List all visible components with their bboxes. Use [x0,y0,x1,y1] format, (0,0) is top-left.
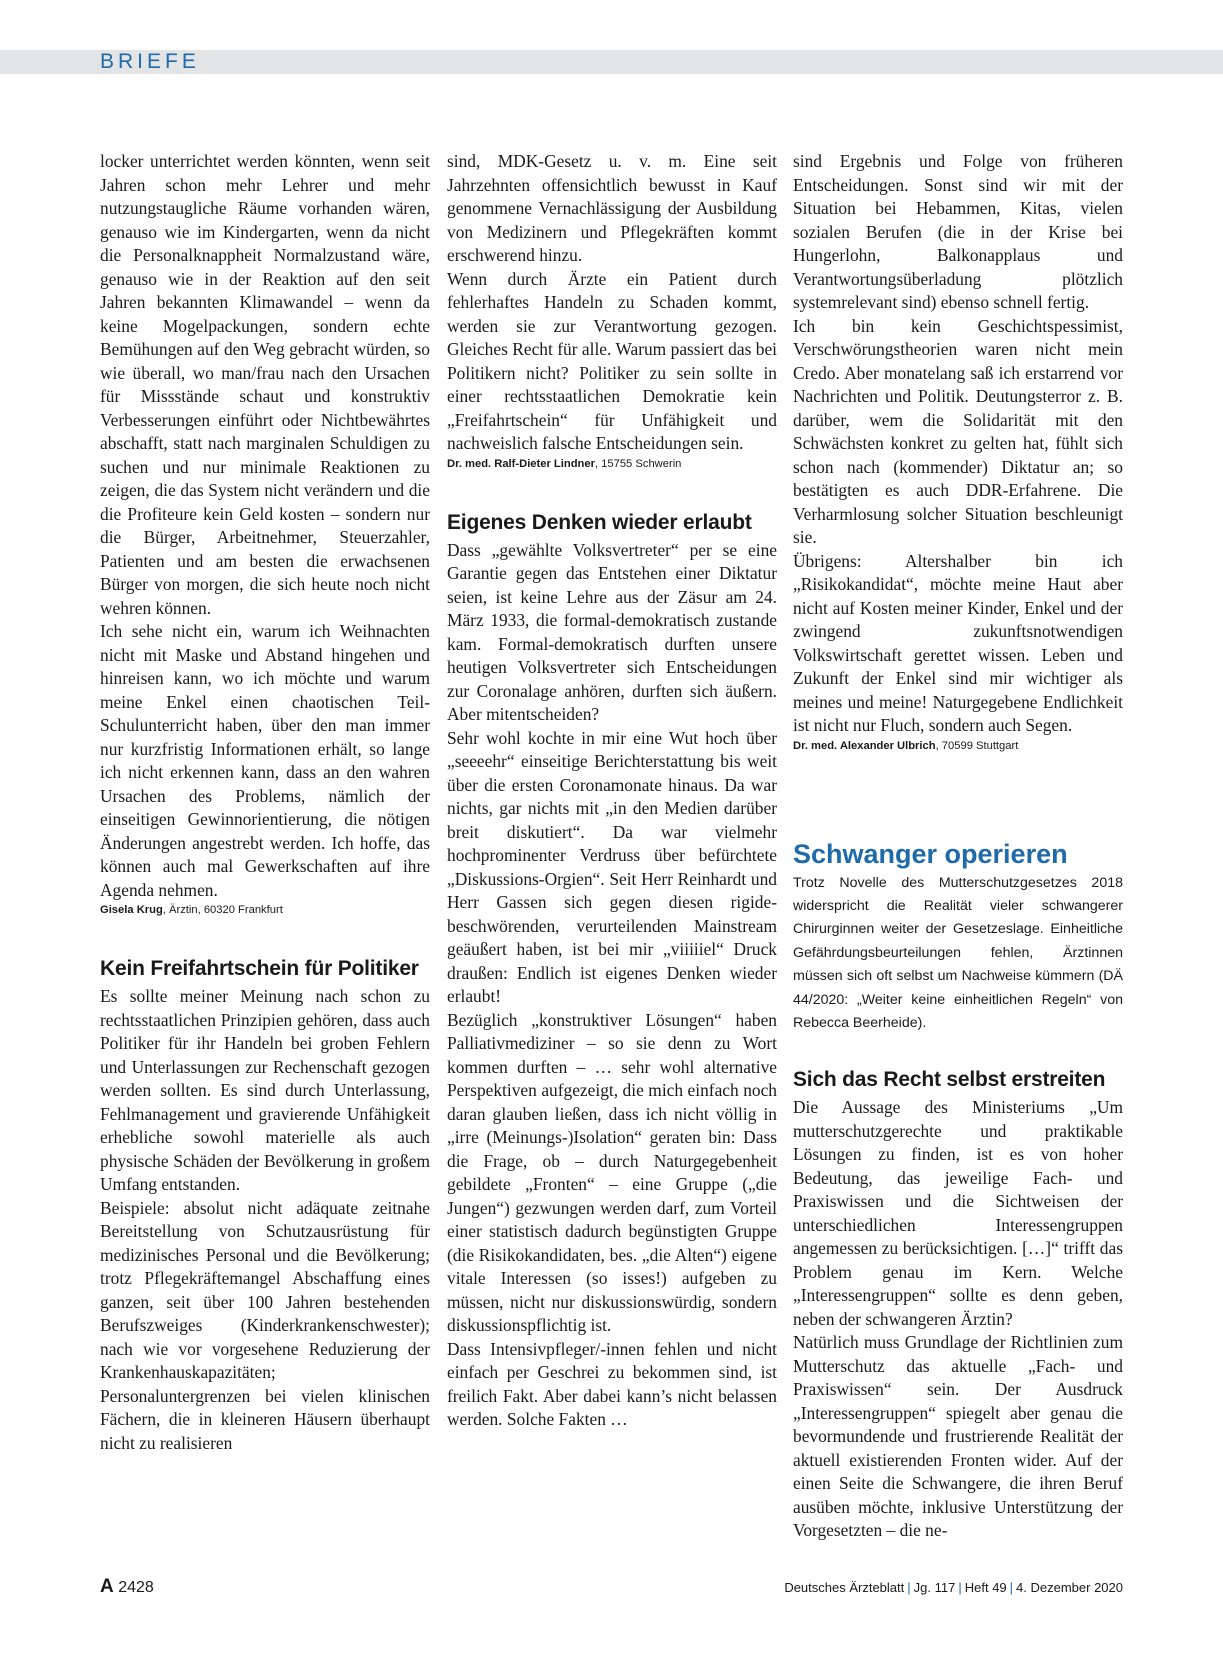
journal-date: 4. Dezember 2020 [1016,1580,1123,1595]
journal-name: Deutsches Ärzteblatt [784,1580,905,1595]
section-label: BRIEFE [100,50,200,73]
paragraph: Natürlich muss Grundlage der Richtlinien zum Mutterschutz das aktuelle „Fach- und Praxiswissen“ sein. Der Ausdruck „Interessengruppen“ spiegelt aber genau die bevormundende und frustrierende Realität der aktuell existierenden Fronten wider. Auf der einen Seite die Schwangere, die ihren Beruf ausüben möchte, inklusive Unterstützung der Vorgesetzten – die ne- [793,1332,1123,1541]
page-prefix: A [100,1576,114,1597]
page-number [100,1576,154,1598]
letter-heading: Sich das Recht selbst erstreiten [793,1068,1106,1092]
paragraph: sind Ergebnis und Folge von früheren Entscheidungen. Sonst sind wir mit der Situation bei Hebammen, Kitas, vielen sozialen Berufen (die in der Krise bei Hungerlohn, Balkonapplaus und Verantwortungsüberladung plötzlich systemrelevant sind) ebenso schnell fertig. [793,151,1123,312]
author-name: Gisela Krug [100,904,163,916]
article-reference-lead: Trotz Novelle des Mutterschutzgesetzes 2018 widerspricht die Realität vieler schwangerer Chirurginnen weiter der Gesetzeslage. Einheitliche Gefährdungsbeurteilungen fehlen, Ärztinnen müssen sich oft selbst um Nachweise kümmern (DÄ 44/2020: „Weiter keine einheitlichen Regeln“ von Rebecca Beerheide). [793,874,1123,1031]
journal-volume: Jg. 117 [913,1580,956,1595]
journal-issue: Heft 49 [964,1580,1007,1595]
paragraph: Ich bin kein Geschichtspessimist, Verschwörungstheorien waren nicht mein Credo. Aber monatelang saß ich erstarrend vor Nachrichten und Politik. Deutungsterror z. B. darüber, wem die Solidarität mit den Schwächsten konkret zu gelten hat, fühlt sich schon nach (kommender) Diktatur an; so bestätigten es auch DDR-Erfahrene. Die Verharmlosung solcher Situation beschleunigt sie. [793,315,1123,547]
journal-info: Deutsches Ärzteblatt | Jg. 117 | Heft 49 | 4. Dezember 2020 [784,1580,1123,1595]
author-details: , 70599 Stuttgart [935,739,1019,752]
paragraph: Dass „gewählte Volksvertreter“ per se eine Garantie gegen das Entstehen einer Diktatur seien, ist keine Lehre aus der Zäsur am 24. März 1933, die formal-demokratisch zustande kam. Formal-demokratisch durften unsere heutigen Volksvertreter sich Entscheidungen zur Coronalage anhören, durften sich äußern. Aber mitentscheiden? [447,539,777,724]
paragraph: locker unterrichtet werden könnten, wenn seit Jahren schon mehr Lehrer und mehr nutzungstaugliche Räume vorhanden wären, genauso wie im Kindergarten, wenn da nicht die Personalknappheit Normalzustand wäre, genauso wie in der Reaktion auf den seit Jahren bekannten Klimawandel – wenn da keine Mogelpackungen, sondern echte Bemühungen auf den Weg gebracht würden, so wie überall, wo man/frau nach den Ursachen für Missstände schaut und konstruktiv Verbesserungen einführt oder Nichtbewährtes abschafft, statt nach marginalen Schuldigen zu suchen und nur minimale Reaktionen zu zeigen, die das System nicht verändern und die die Profiteure kein Geld kosten – sondern nur die Bürger, Arbeitnehmer, Steuerzahler, Patienten und am besten die erwachsenen Bürger von morgen, die sich heute noch nicht wehren können. [100,151,430,618]
paragraph: Es sollte meiner Meinung nach schon zu rechtsstaatlichen Prinzipien gehören, dass auch Politiker für ihr Handeln bei groben Fehlern und Unterlassungen zur Rechenschaft gezogen werden sollten. Es sind durch Unterlassung, Fehlmanagement und gravierende Unfähigkeit erhebliche sowohl materielle als auch physische Schäden der Bevölkerung in großem Umfang entstanden. [100,986,430,1194]
paragraph: Sehr wohl kochte in mir eine Wut hoch über „seeeehr“ einseitige Berichterstattung bis weit über die ersten Coronamonate hinaus. Da war nichts, gar nichts mit „in den Medien darüber breit diskutiert“. Da war vielmehr hochprominenter Verdruss über befürchtete „Diskussions-Orgien“. Seit Herr Reinhardt und Herr Gassen sich gegen diesen rigide-beschwörenden, verurteilenden Mainstream geäußert haben, ist bei mir „viiiiiel“ Druck draußen: Endlich ist eigenes Denken wieder erlaubt! [447,727,777,1006]
author-signature [447,456,777,472]
paragraph: sind, MDK-Gesetz u. v. m. Eine seit Jahrzehnten offensichtlich bewusst in Kauf genommene Vernachlässigung der Ausbildung von Medizinern und Pflegekräften kommt erschwerend hinzu. [447,151,777,265]
paragraph: Wenn durch Ärzte ein Patient durch fehlerhaftes Handeln zu Schaden kommt, werden sie zur Verantwortung gezogen. Gleiches Recht für alle. Warum passiert das bei Politikern nicht? Politiker zu sein sollte in einer rechtsstaatlichen Demokratie kein „Freifahrtschein“ für Unfähigkeit und nachweislich falsche Entscheidungen sein. [447,268,777,453]
article-reference-heading: Schwanger operieren [793,838,1068,869]
author-signature [793,738,1123,754]
paragraph: Beispiele: absolut nicht adäquate zeitnahe Bereitstellung von Schutzausrüstung für medizinisches Personal und die Bevölkerung; trotz Pflegekräftemangel Abschaffung eines ganzen, seit über 100 Jahren bestehenden Berufszweiges (Kinderkrankenschwester); nach wie vor vorgesehene Reduzierung der Krankenhauskapazitäten; Personaluntergrenzen bei vielen klinischen Fächern, die in kleineren Häusern überhaupt nicht zu realisieren [100,1197,430,1453]
author-details: , 15755 Schwerin [594,457,682,470]
author-details: , Ärztin, 60320 Frankfurt [162,904,283,916]
paragraph: Übrigens: Altershalber bin ich „Risikokandidat“, möchte meine Haut aber nicht auf Kosten meiner Kinder, Enkel und der zwingend zukunftsnotwendigen Volkswirtschaft gerettet wissen. Leben und Zukunft der Enkel sind mir wichtiger als meines und meine! Naturgegebene Endlichkeit ist nicht nur Fluch, sondern auch Segen. [793,550,1123,735]
paragraph: Bezüglich „konstruktiver Lösungen“ haben Palliativmediziner – so sie denn zu Wort kommen durften – … sehr wohl alternative Perspektiven aufgezeigt, die mich einfach noch daran glauben ließen, dass ich nicht völlig in „irre (Meinungs-)Isolation“ geraten bin: Dass die Frage, ob – durch Naturgegebenheit gebildete „Fronten“ – eine Gruppe („die Jungen“) gezwungen werden darf, zum Vorteil einer statistisch dadurch begünstigten Gruppe (die Risikokandidaten, bes. „die Alten“) eigene vitale Interessen (so isses!) aufgeben zu müssen, nicht nur diskussionswürdig, sondern diskussionspflichtig ist. [447,1009,777,1335]
column-1 [100,150,430,1455]
author-signature [100,902,430,918]
paragraph: Dass Intensivpfleger/-innen fehlen und nicht einfach per Geschrei zu bekommen sind, ist freilich Fakt. Aber dabei kann’s nicht belassen werden. Solche Fakten … [447,1338,777,1429]
column-3 [793,150,1123,1543]
letter-heading: Eigenes Denken wieder erlaubt [447,510,752,534]
paragraph: Ich sehe nicht ein, warum ich Weihnachten nicht mit Maske und Abstand hingehen und hinreisen kann, wo ich möchte und warum meine Enkel einen chaotischen Teil-Schulunterricht haben, über den man immer nur kurzfristig Informationen erhält, so lange ich nicht erkennen kann, dass an den wahren Ursachen des Problems, nämlich der einseitigen Gewinnorientierung, die nötigen Änderungen angestrebt werden. Ich hoffe, das können auch mal Gewerkschaften auf ihre Agenda nehmen. [100,621,430,900]
author-name: Dr. med. Alexander Ulbrich [793,739,936,752]
column-2 [447,150,777,1432]
author-name: Dr. med. Ralf-Dieter Lindner [447,457,595,470]
page-number-value: 2428 [118,1579,154,1596]
paragraph: Die Aussage des Ministeriums „Um mutterschutzgerechte und praktikable Lösungen zu finden, ist es von hoher Bedeutung, das jeweilige Fach- und Praxiswissen und die Sichtweisen der unterschiedlichen Interessengruppen angemessen zu berücksichtigen. […]“ trifft das Problem genau im Kern. Welche „Interessengruppen“ sollte es denn geben, neben der schwangeren Ärztin? [793,1097,1123,1329]
letter-heading: Kein Freifahrtschein für Politiker [100,957,419,980]
